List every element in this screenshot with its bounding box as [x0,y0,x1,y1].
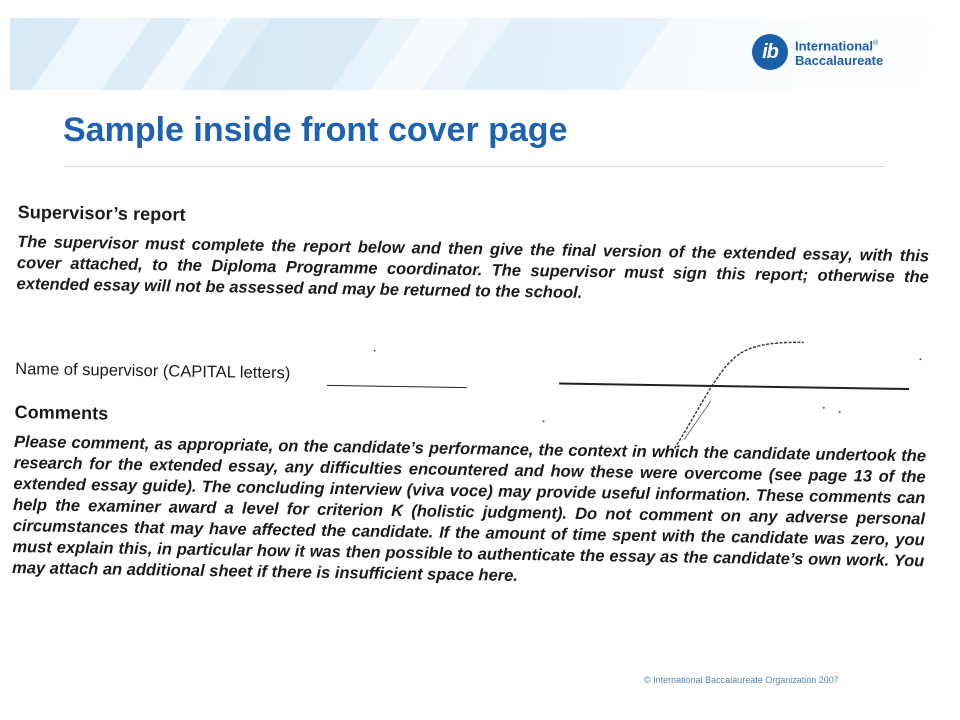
banner-streak [10,18,166,90]
comments-heading: Comments [14,402,109,424]
name-underline [327,385,467,388]
page-title: Sample inside front cover page [63,111,568,149]
ib-logo [752,30,883,74]
ib-logo-text [795,36,883,68]
registered-mark: ® [873,39,879,47]
banner-streak [434,18,685,90]
scan-speck [839,411,841,413]
scanned-form [9,194,933,628]
scan-speck [823,407,825,409]
supervisor-signature [632,334,834,457]
logo-line-2: Baccalaureate [795,53,884,69]
scan-speck [542,420,544,422]
ib-logo-mark: ib [752,34,788,70]
logo-line-1: International [795,38,874,54]
supervisor-name-label: Name of supervisor (CAPITAL letters) [15,360,291,383]
title-divider [63,166,885,167]
scan-speck [920,358,922,360]
copyright-footer: © International Baccalaureate Organization 2007 [644,675,839,685]
comments-instructions: Please comment, as appropriate, on the candidate’s performance, the context in which the candidate undertook the research for the extended essay, any difficulties encountered and how these were overcome (see page 13 of the extended essay guide). The concluding interview (viva voce) may provide useful information. These comments can help the examiner award a level for criterion K (holistic judgment). Do not comment on any adverse personal circumstances that may have affected the candidate. If the amount of time spent with the candidate was zero, you must explain this, in particular how it was then possible to authenticate the essay as the candidate’s own work. You may attach an additional sheet if there is insufficient space here. [11,433,927,585]
banner-streak [194,18,395,90]
scan-speck [374,350,376,352]
supervisor-instructions: The supervisor must complete the report below and then give the final version of the extended essay, with this cover attached, to the Diploma Programme coordinator. The supervisor must sign this report; otherwise the extended essay will not be assessed and may be returned to the school. [16,233,930,302]
supervisor-report-heading: Supervisor’s report [17,202,186,225]
